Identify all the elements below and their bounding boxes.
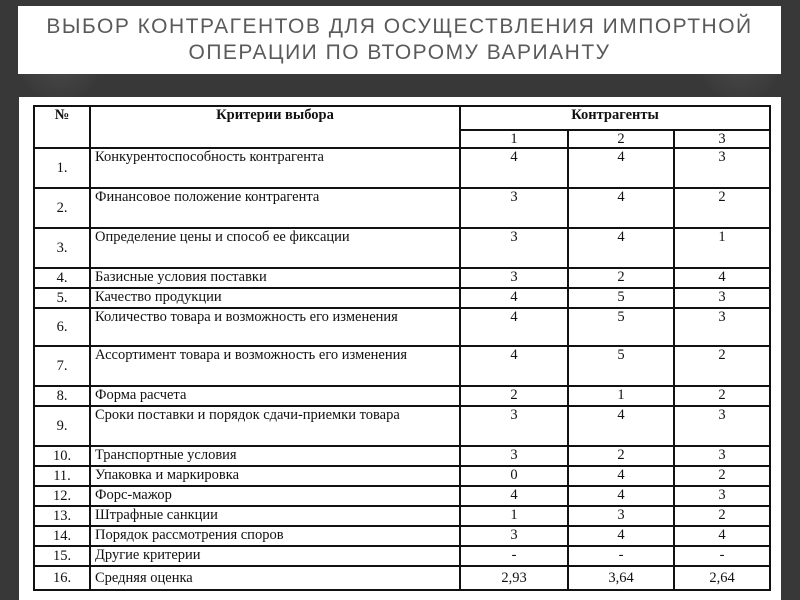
- score-cell-1: -: [460, 546, 568, 566]
- score-cell-1: 3: [460, 446, 568, 466]
- table-row: [34, 346, 770, 386]
- row-number: 7.: [34, 346, 90, 386]
- table-row: [34, 406, 770, 446]
- score-cell-3: 4: [674, 526, 770, 546]
- row-number: 5.: [34, 288, 90, 308]
- subheader-1: 1: [460, 130, 568, 148]
- score-cell-2: -: [568, 546, 674, 566]
- score-cell-3: 2: [674, 346, 770, 386]
- row-number: 13.: [34, 506, 90, 526]
- table-row: [34, 386, 770, 406]
- score-cell-1: 1: [460, 506, 568, 526]
- score-cell-3: 2,64: [674, 566, 770, 590]
- table-row: [34, 228, 770, 268]
- score-cell-2: 3: [568, 506, 674, 526]
- score-cell-3: -: [674, 546, 770, 566]
- score-cell-3: 2: [674, 506, 770, 526]
- table-row: [34, 566, 770, 590]
- score-cell-2: 5: [568, 288, 674, 308]
- criterion-cell: Финансовое положение контрагента: [90, 188, 460, 228]
- title-box: [18, 6, 781, 74]
- score-cell-2: 4: [568, 406, 674, 446]
- score-cell-1: 2,93: [460, 566, 568, 590]
- score-cell-2: 5: [568, 308, 674, 346]
- criterion-cell: Упаковка и маркировка: [90, 466, 460, 486]
- criterion-cell: Определение цены и способ ее фиксации: [90, 228, 460, 268]
- table-row: [34, 446, 770, 466]
- subheader-2: 2: [568, 130, 674, 148]
- table-row: [34, 308, 770, 346]
- row-number: 4.: [34, 268, 90, 288]
- score-cell-2: 4: [568, 526, 674, 546]
- score-cell-3: 2: [674, 386, 770, 406]
- score-cell-2: 4: [568, 228, 674, 268]
- score-cell-2: 5: [568, 346, 674, 386]
- criterion-cell: Конкурентоспособность контрагента: [90, 148, 460, 188]
- table-row: [34, 526, 770, 546]
- table-row: [34, 486, 770, 506]
- row-number: 12.: [34, 486, 90, 506]
- subheader-3: 3: [674, 130, 770, 148]
- row-number: 15.: [34, 546, 90, 566]
- score-cell-2: 4: [568, 148, 674, 188]
- table-row: [34, 288, 770, 308]
- score-cell-2: 4: [568, 486, 674, 506]
- score-cell-2: 1: [568, 386, 674, 406]
- score-cell-3: 1: [674, 228, 770, 268]
- row-number: 11.: [34, 466, 90, 486]
- score-cell-3: 3: [674, 446, 770, 466]
- score-cell-2: 4: [568, 188, 674, 228]
- criterion-cell: Количество товара и возможность его изменения: [90, 308, 460, 346]
- table-row: [34, 268, 770, 288]
- table-row: [34, 466, 770, 486]
- score-cell-1: 4: [460, 308, 568, 346]
- table-row: [34, 506, 770, 526]
- score-cell-1: 3: [460, 228, 568, 268]
- criterion-cell: Ассортимент товара и возможность его изменения: [90, 346, 460, 386]
- row-number: 9.: [34, 406, 90, 446]
- score-cell-1: 3: [460, 188, 568, 228]
- slide-title: ВЫБОР КОНТРАГЕНТОВ ДЛЯ ОСУЩЕСТВЛЕНИЯ ИМПОРТНОЙ ОПЕРАЦИИ ПО ВТОРОМУ ВАРИАНТУ: [46, 15, 753, 64]
- table-row: [34, 188, 770, 228]
- score-cell-3: 2: [674, 466, 770, 486]
- score-cell-2: 4: [568, 466, 674, 486]
- counterparty-table: [33, 105, 771, 591]
- header-criteria: Критерии выбора: [90, 106, 460, 148]
- criterion-cell: Порядок рассмотрения споров: [90, 526, 460, 546]
- criterion-cell: Транспортные условия: [90, 446, 460, 466]
- row-number: 3.: [34, 228, 90, 268]
- criterion-cell: Средняя оценка: [90, 566, 460, 590]
- row-number: 6.: [34, 308, 90, 346]
- table-row: [34, 148, 770, 188]
- header-row: [34, 106, 770, 130]
- score-cell-1: 4: [460, 288, 568, 308]
- score-cell-1: 4: [460, 346, 568, 386]
- header-counterparties: Контрагенты: [460, 106, 770, 130]
- criterion-cell: Штрафные санкции: [90, 506, 460, 526]
- score-cell-2: 3,64: [568, 566, 674, 590]
- score-cell-3: 2: [674, 188, 770, 228]
- row-number: 2.: [34, 188, 90, 228]
- score-cell-1: 2: [460, 386, 568, 406]
- criterion-cell: Форма расчета: [90, 386, 460, 406]
- score-cell-1: 4: [460, 148, 568, 188]
- score-cell-3: 3: [674, 406, 770, 446]
- score-cell-1: 3: [460, 406, 568, 446]
- row-number: 10.: [34, 446, 90, 466]
- header-num: №: [34, 106, 90, 148]
- row-number: 8.: [34, 386, 90, 406]
- score-cell-2: 2: [568, 268, 674, 288]
- table-row: [34, 546, 770, 566]
- score-cell-1: 3: [460, 526, 568, 546]
- criterion-cell: Сроки поставки и порядок сдачи-приемки товара: [90, 406, 460, 446]
- criterion-cell: Качество продукции: [90, 288, 460, 308]
- row-number: 1.: [34, 148, 90, 188]
- score-cell-3: 3: [674, 486, 770, 506]
- row-number: 14.: [34, 526, 90, 546]
- score-cell-2: 2: [568, 446, 674, 466]
- criterion-cell: Другие критерии: [90, 546, 460, 566]
- table-sheet: [19, 97, 781, 600]
- score-cell-1: 0: [460, 466, 568, 486]
- score-cell-1: 4: [460, 486, 568, 506]
- score-cell-1: 3: [460, 268, 568, 288]
- score-cell-3: 4: [674, 268, 770, 288]
- criterion-cell: Форс-мажор: [90, 486, 460, 506]
- score-cell-3: 3: [674, 288, 770, 308]
- score-cell-3: 3: [674, 308, 770, 346]
- criterion-cell: Базисные условия поставки: [90, 268, 460, 288]
- score-cell-3: 3: [674, 148, 770, 188]
- row-number: 16.: [34, 566, 90, 590]
